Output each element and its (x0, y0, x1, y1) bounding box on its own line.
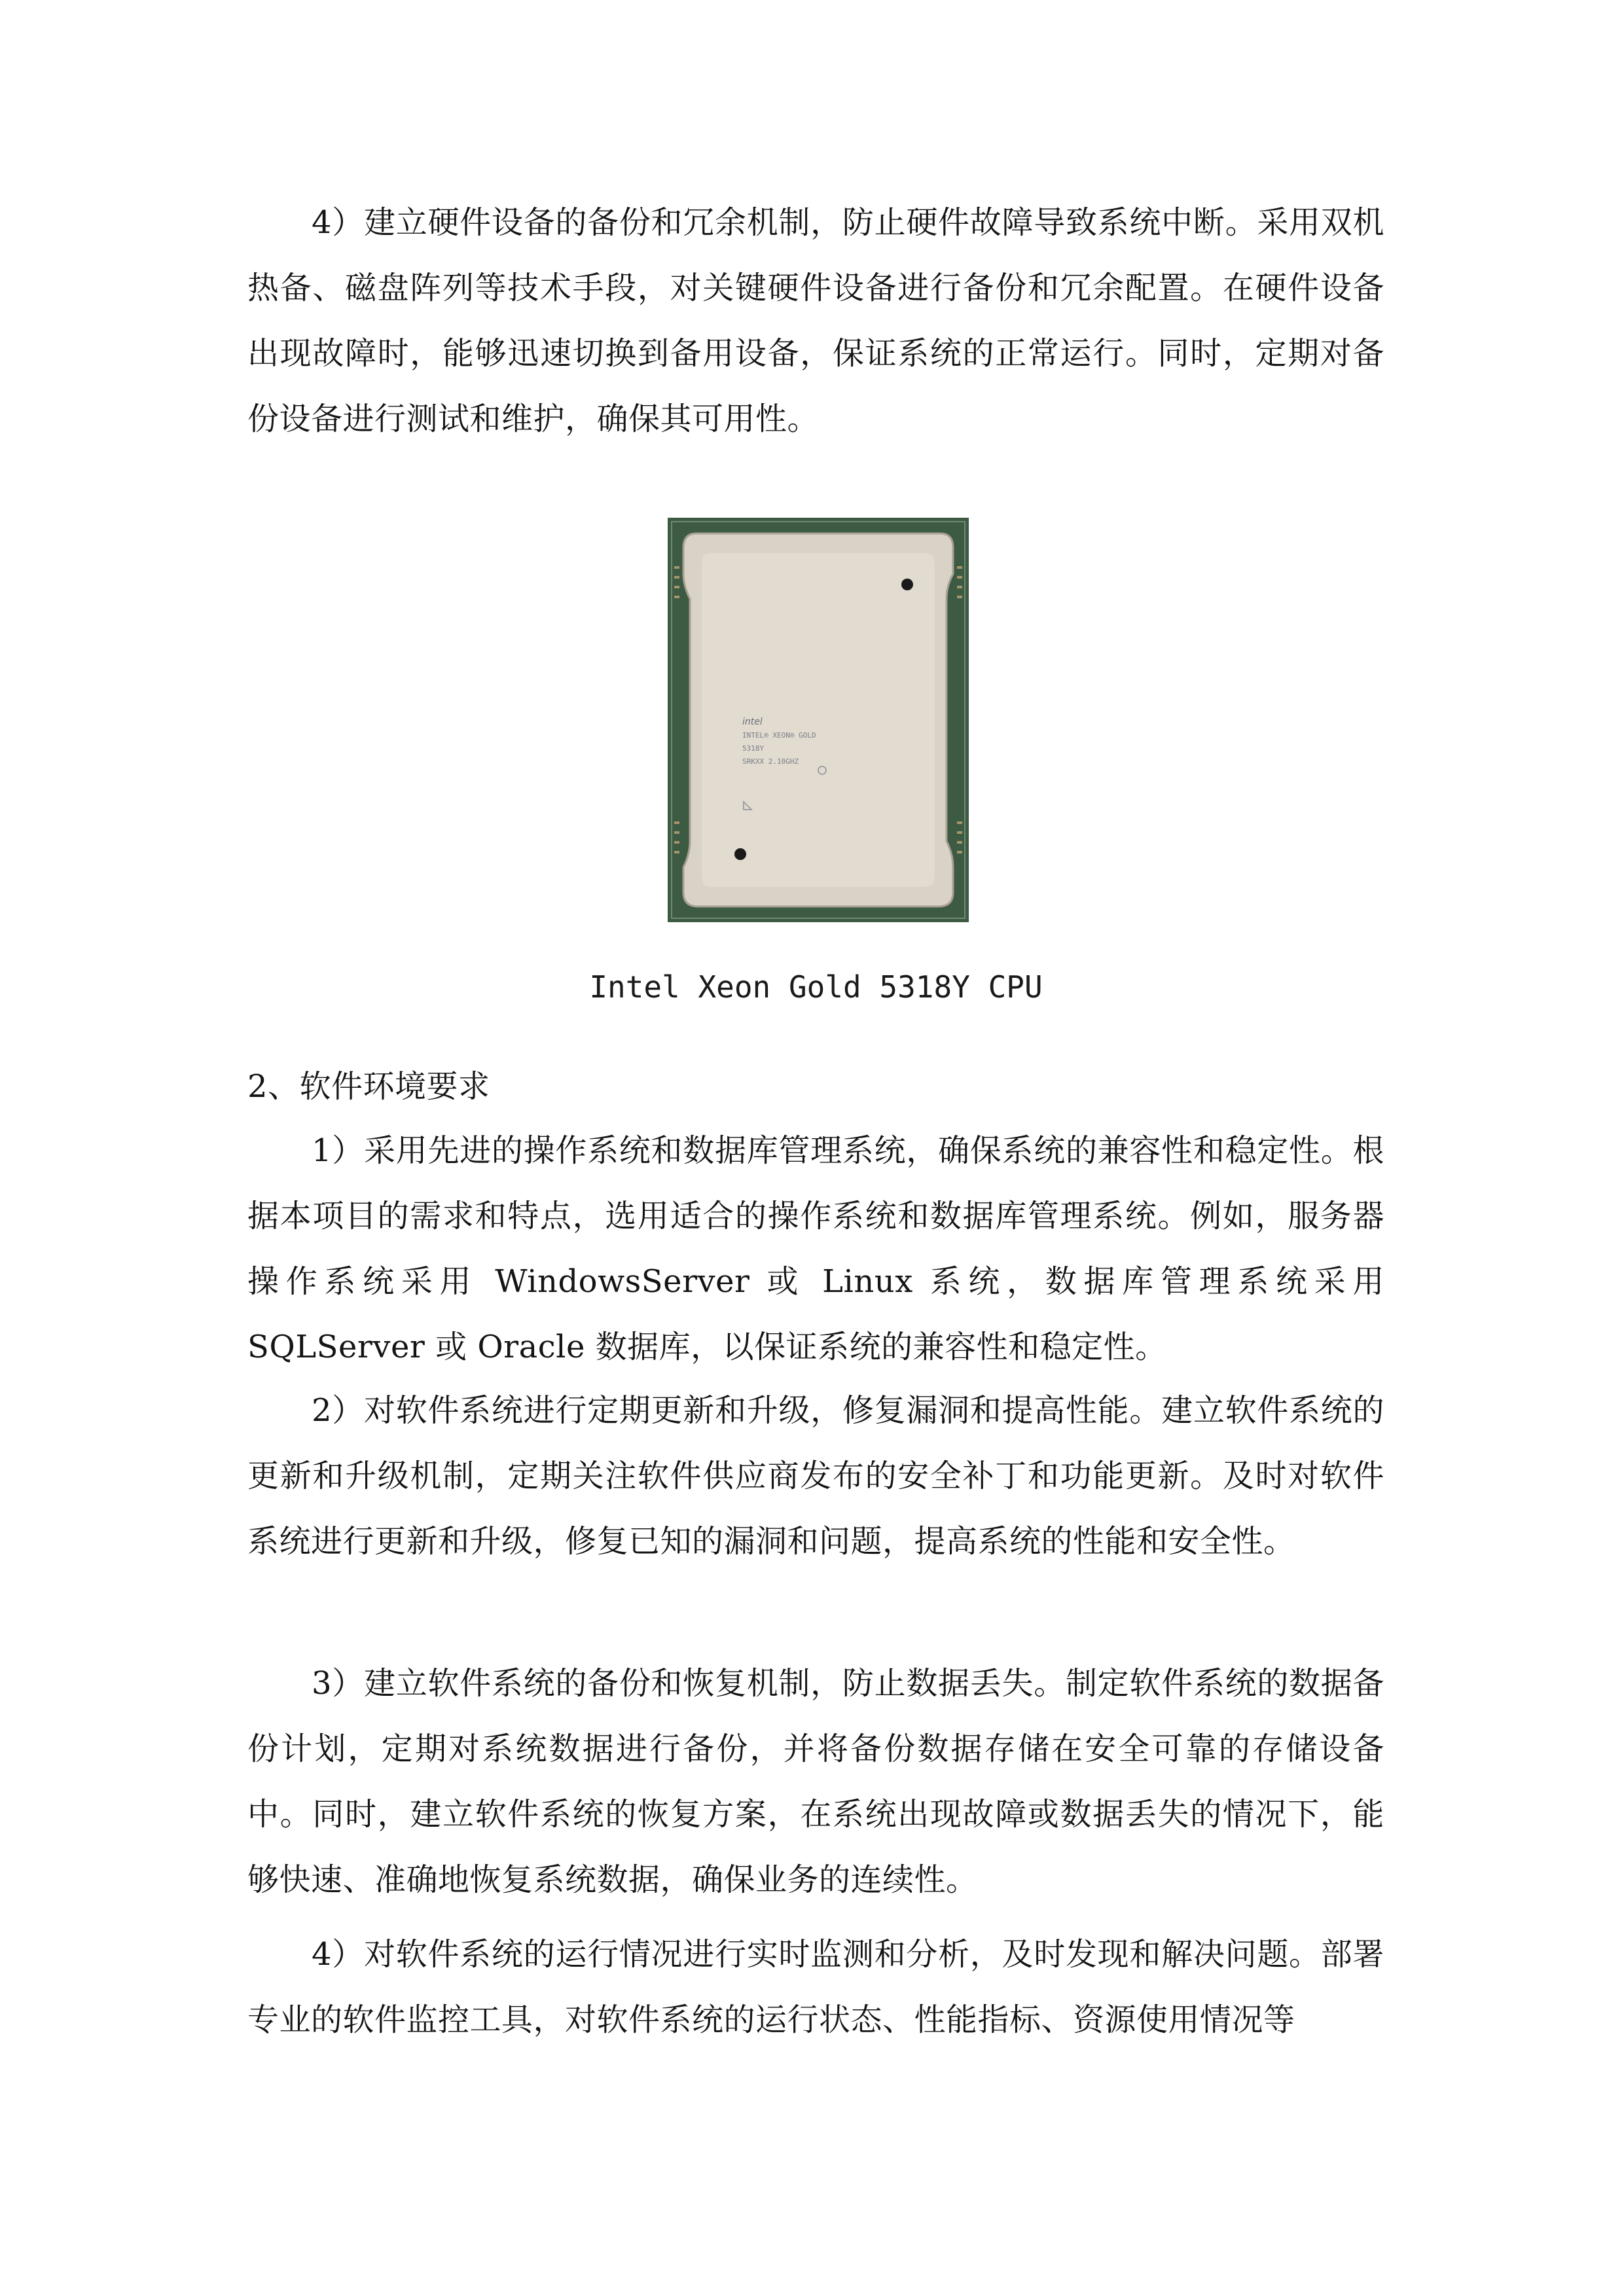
figure-caption: Intel Xeon Gold 5318Y CPU (589, 969, 1043, 1005)
cpu-figure (665, 514, 971, 926)
hardware-paragraph-4: 4）建立硬件设备的备份和冗余机制，防止硬件故障导致系统中断。采用双机热备、磁盘阵列等技术手段，对关键硬件设备进行备份和冗余配置。在硬件设备出现故障时，能够迅速切换到备用设备，保证系统的正常运行。同时，定期对备份设备进行测试和维护，确保其可用性。 (247, 204, 1384, 437)
cpu-marking-line2: 5318Y (742, 744, 765, 753)
svg-text:intel: intel (742, 717, 763, 727)
software-paragraph-2: 2）对软件系统进行定期更新和升级，修复漏洞和提高性能。建立软件系统的更新和升级机制，定期关注软件供应商发布的安全补丁和功能更新。及时对软件系统进行更新和升级，修复已知的漏洞和问题，提高系统的性能和安全性。 (247, 1392, 1384, 1560)
software-paragraph-1: 1）采用先进的操作系统和数据库管理系统，确保系统的兼容性和稳定性。根据本项目的需求和特点，选用适合的操作系统和数据库管理系统。例如，服务器操作系统采用 WindowsServer 或 Linux 系统，数据库管理系统采用 SQLServer 或 Oracle 数据库，以保证系统的兼容性和稳定性。 (247, 1132, 1384, 1365)
software-paragraph-4: 4）对软件系统的运行情况进行实时监测和分析，及时发现和解决问题。部署专业的软件监控工具，对软件系统的运行状态、性能指标、资源使用情况等 (247, 1936, 1384, 2038)
software-section-heading: 2、软件环境要求 (247, 1068, 490, 1105)
cpu-chip-image (665, 514, 971, 926)
cpu-marking-line1: INTEL® XEON® GOLD (742, 731, 816, 740)
cpu-locator-hole-bottom (734, 848, 746, 860)
software-paragraph-3: 3）建立软件系统的备份和恢复机制，防止数据丢失。制定软件系统的数据备份计划，定期对系统数据进行备份，并将备份数据存储在安全可靠的存储设备中。同时，建立软件系统的恢复方案，在系统出现故障或数据丢失的情况下，能够快速、准确地恢复系统数据，确保业务的连续性。 (247, 1665, 1384, 1898)
cpu-marking-line3: SRKXX 2.10GHZ (742, 757, 799, 766)
cpu-locator-hole-top (901, 579, 913, 590)
